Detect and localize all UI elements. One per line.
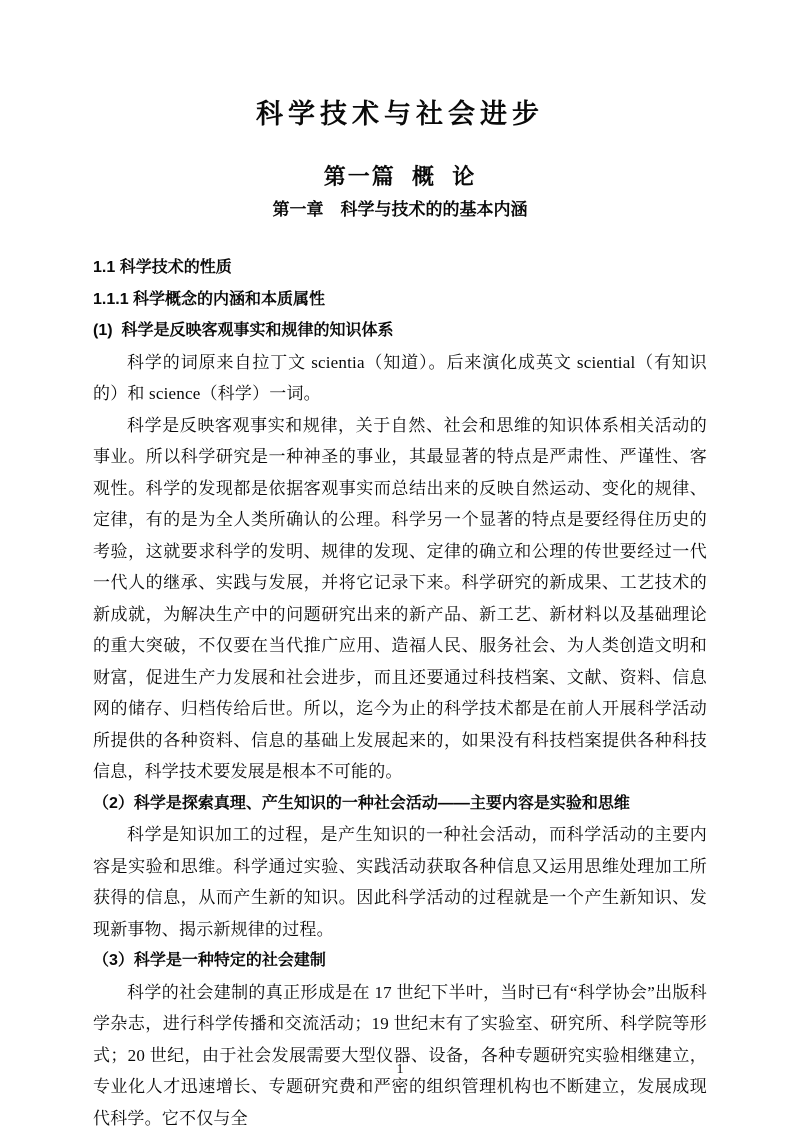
subsection-heading: 1.1.1 科学概念的内涵和本质属性 bbox=[93, 290, 326, 308]
section-heading: 1.1 科学技术的性质 bbox=[93, 259, 232, 276]
part-heading: 第一篇 概 论 bbox=[323, 164, 477, 189]
item-heading-1: (1) 科学是反映客观事实和规律的知识体系 bbox=[93, 322, 394, 339]
page-number: 1 bbox=[396, 1062, 404, 1077]
paragraph-3: 科学是知识加工的过程，是产生知识的一种社会活动，而科学活动的主要内容是实验和思维。科学通过实验、实践活动获取各种信息又运用思维处理加工所获得的信息，从而产生新的知识。因此科学活动的过程就是一个产生新知识、发现新事物、揭示新规律的过程。 bbox=[93, 825, 707, 939]
chapter-heading: 第一章 科学与技术的的基本内涵 bbox=[272, 200, 528, 219]
paragraph-1: 科学的词原来自拉丁文 scientia（知道）。后来演化成英文 sciential（有知识的）和 science（科学）一词。 bbox=[93, 352, 707, 403]
paragraph-2: 科学是反映客观事实和规律，关于自然、社会和思维的知识体系相关活动的事业。所以科学研究是一种神圣的事业，其最显著的特点是严肃性、严谨性、客观性。科学的发现都是依据客观事实而总结出来的反映自然运动、变化的规律、定律，有的是为全人类所确认的公理。科学另一个显著的特点是要经得住历史的考验，这就要求科学的发明、规律的发现、定律的确立和公理的传世要经过一代一代人的继承、实践与发展，并将它记录下来。科学研究的新成果、工艺技术的新成就，为解决生产中的问题研究出来的新产品、新工艺、新材料以及基础理论的重大突破，不仅要在当代推广应用、造福人民、服务社会、为人类创造文明和财富，促进生产力发展和社会进步，而且还要通过科技档案、文献、资料、信息网的储存、归档传给后世。所以，迄今为止的科学技术都是在前人开展科学活动所提供的各种资料、信息的基础上发展起来的，如果没有科技档案提供各种科技信息，科学技术要发展是根本不可能的。 bbox=[93, 415, 707, 781]
item-heading-2: （2）科学是探索真理、产生知识的一种社会活动——主要内容是实验和思维 bbox=[93, 794, 630, 812]
paragraph-4: 科学的社会建制的真正形成是在 17 世纪下半叶，当时已有“科学协会”出版科学杂志，进行科学传播和交流活动；19 世纪末有了实验室、研究所、科学院等形式；20 世纪，由于社会发展需要大型仪器、设备，各种专题研究实验相继建立，专业化人才迅速增长、专题研究费和严密的组织管理机构也不断建立，发展成现代科学。它不仅与全 bbox=[93, 982, 707, 1128]
document-body bbox=[93, 252, 707, 1132]
item-heading-3: （3）科学是一种特定的社会建制 bbox=[93, 952, 326, 969]
document-title: 科学技术与社会进步 bbox=[256, 99, 544, 129]
